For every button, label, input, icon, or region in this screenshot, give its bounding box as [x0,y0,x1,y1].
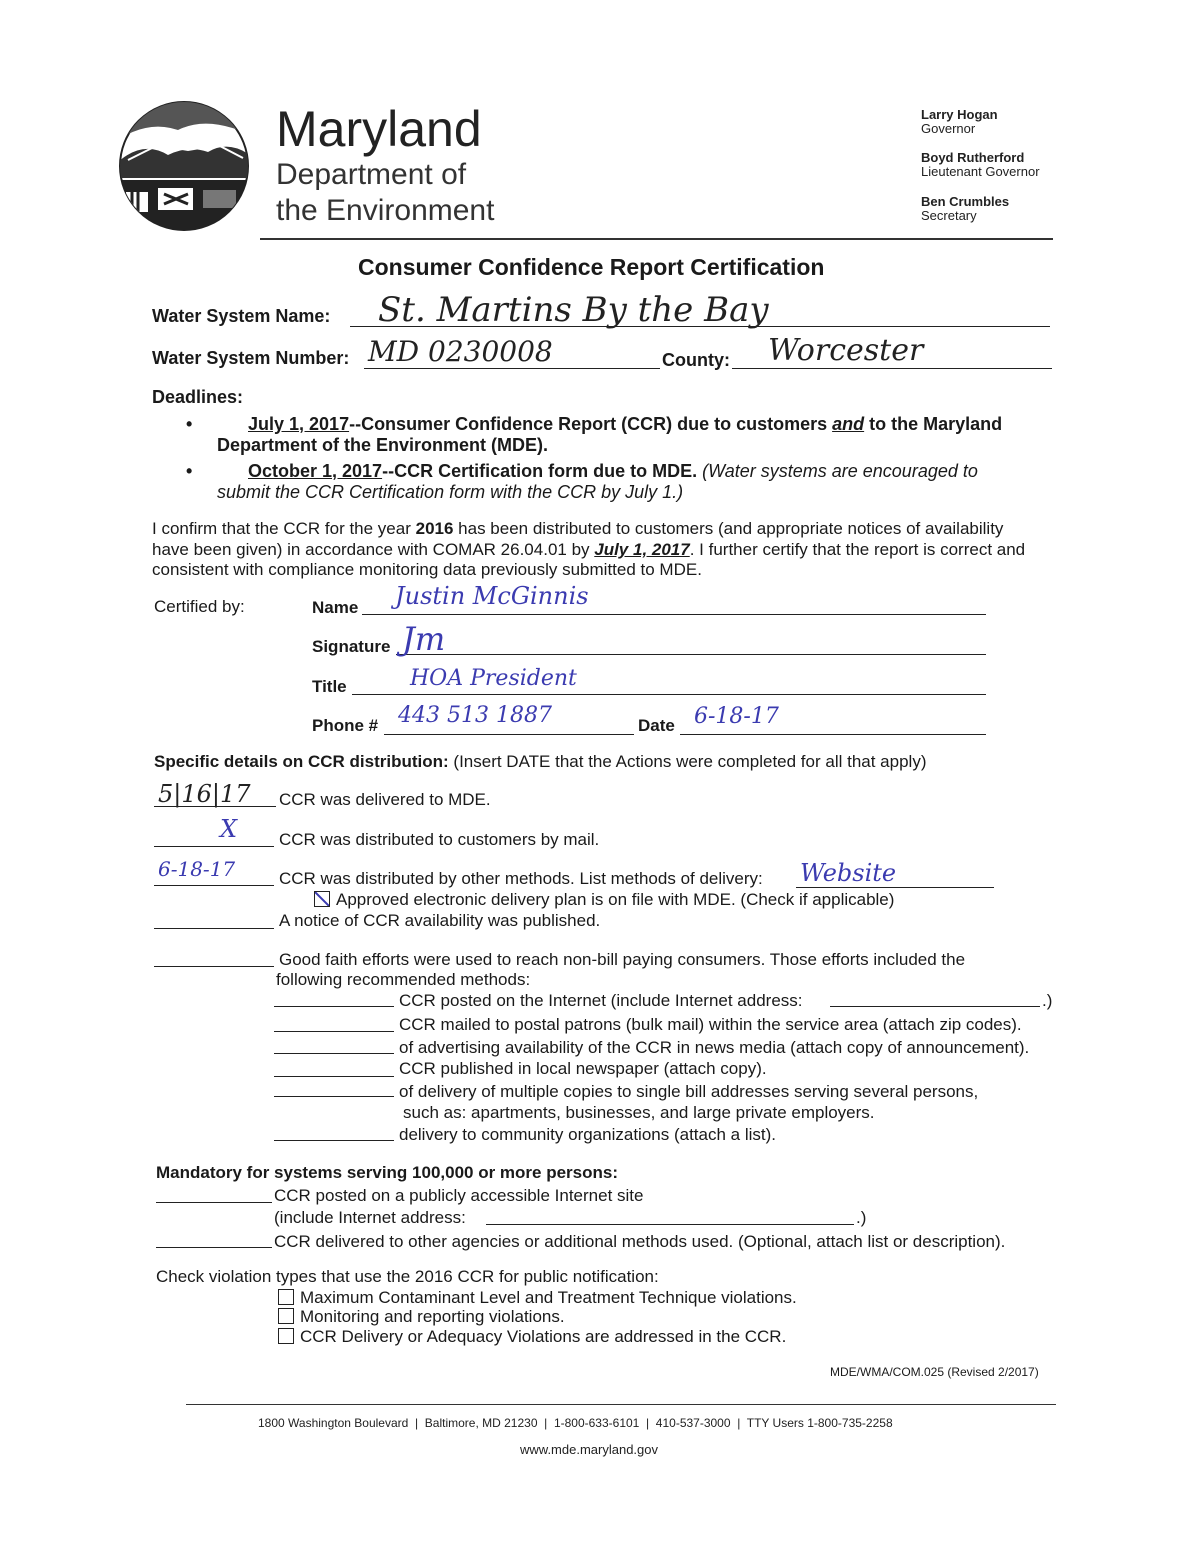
violation-item: CCR Delivery or Adequacy Violations are addressed in the CCR. [278,1327,786,1347]
method5: of delivery of multiple copies to single bill addresses serving several persons, [399,1082,979,1101]
official-governor: Larry Hogan Governor [921,107,998,136]
system-number-label: Water System Number: [152,348,350,368]
title-label: Title [312,677,347,696]
footer-website[interactable]: www.mde.maryland.gov [520,1442,658,1457]
form-title: Consumer Confidence Report Certification [358,254,825,280]
org-name: Maryland [276,101,482,157]
official-lt-governor: Boyd Rutherford Lieutenant Governor [921,150,1040,179]
row3-method-line [796,887,994,888]
mandatory-heading: Mandatory for systems serving 100,000 or more persons: [156,1163,619,1182]
method6-blank [274,1140,394,1141]
row3-sub: Approved electronic delivery plan is on file with MDE. (Check if applicable) [314,890,894,910]
date-line [680,734,986,735]
signature-value[interactable]: Jm [402,620,446,658]
method3: of advertising availability of the CCR in news media (attach copy of announcement). [399,1038,1030,1057]
county-line [732,368,1052,369]
violation-item: Maximum Contaminant Level and Treatment Technique violations. [278,1288,797,1308]
method3-blank [274,1053,394,1054]
method4-blank [274,1076,394,1077]
system-name-value[interactable]: St. Martins By the Bay [378,290,769,330]
org-subtitle-1: Department of [276,158,467,191]
signature-line [396,654,986,655]
row1-value[interactable]: 5|16|17 [158,780,251,808]
row3-text: CCR was distributed by other methods. List methods of delivery: [279,869,763,888]
deadlines-heading: Deadlines: [152,387,244,407]
row1-text: CCR was delivered to MDE. [279,790,491,809]
deadline-item-1: July 1, 2017--Consumer Confidence Report (CCR) due to customers and to the Maryland [248,414,1003,434]
row5-blank [154,966,274,967]
certified-by-label: Certified by: [154,597,245,616]
row3-value[interactable]: 6-18-17 [158,857,236,881]
row3-method[interactable]: Website [800,859,897,887]
system-name-label: Water System Name: [152,306,331,326]
violations-heading: Check violation types that use the 2016 CCR for public notification: [156,1267,659,1286]
county-value[interactable]: Worcester [768,333,924,368]
mandatory2: CCR delivered to other agencies or additional methods used. (Optional, attach list or description). [274,1232,1006,1251]
date-label: Date [638,716,675,735]
method2-blank [274,1031,394,1032]
bullet-2: • [186,461,193,481]
deadline-item-2: October 1, 2017--CCR Certification form due to MDE. (Water systems are encouraged to [248,461,978,481]
violation-checkbox[interactable] [278,1308,294,1324]
title-value[interactable]: HOA President [410,666,577,691]
mandatory1-close: .) [856,1208,867,1227]
violation-checkbox[interactable] [278,1328,294,1344]
violation-checkbox[interactable] [278,1289,294,1305]
mandatory1-line1: CCR posted on a publicly accessible Internet site [274,1186,644,1205]
row5-line1: Good faith efforts were used to reach non-bill paying consumers. Those efforts included the [279,950,966,969]
org-subtitle-2: the Environment [276,194,495,227]
method1-blank [274,1006,394,1007]
row4-blank [154,928,274,929]
electronic-plan-checkbox[interactable] [314,891,330,907]
footer-address: 1800 Washington Boulevard | Baltimore, MD 21230 | 1-800-633-6101 | 410-537-3000 | TTY Users 1-800-735-2258 [258,1416,893,1430]
mandatory1-blank [156,1202,272,1203]
confirm-line-3: consistent with compliance monitoring data previously submitted to MDE. [152,560,702,579]
distribution-heading: Specific details on CCR distribution: (Insert DATE that the Actions were completed for all that apply) [154,752,927,771]
confirm-line-2: have been given) in accordance with COMAR 26.04.01 by July 1, 2017. I further certify that the report is correct and [152,540,1026,559]
row3-blank [154,885,274,886]
deadline-item-1-line2: Department of the Environment (MDE). [217,435,549,455]
signature-label: Signature [312,637,391,656]
method2: CCR mailed to postal patrons (bulk mail) within the service area (attach zip codes). [399,1015,1022,1034]
method5-blank [274,1096,394,1097]
mandatory1-line2: (include Internet address: [274,1208,466,1227]
mandatory2-blank [156,1247,272,1248]
official-secretary: Ben Crumbles Secretary [921,194,1010,223]
name-line [362,614,986,615]
header-divider [260,238,1053,240]
mandatory1-url-blank [486,1224,854,1225]
row5-line2: following recommended methods: [276,970,531,989]
system-number-line [364,368,660,369]
method6: delivery to community organizations (attach a list). [399,1125,776,1144]
confirm-line-1: I confirm that the CCR for the year 2016 has been distributed to customers (and appropriate notices of availability [152,519,1004,538]
row4-text: A notice of CCR availability was published. [279,911,601,930]
system-number-value[interactable]: MD 0230008 [368,335,553,368]
method1-url-blank [830,1006,1040,1007]
row2-text: CCR was distributed to customers by mail. [279,830,600,849]
bullet-1: • [186,414,193,434]
method1-close: .) [1042,991,1053,1010]
title-line [352,694,986,695]
footer-divider [186,1404,1056,1405]
method5-line2: such as: apartments, businesses, and large private employers. [403,1103,875,1122]
name-value[interactable]: Justin McGinnis [395,582,589,610]
phone-value[interactable]: 443 513 1887 [398,703,552,728]
date-value[interactable]: 6-18-17 [694,704,779,729]
phone-label: Phone # [312,716,379,735]
method1: CCR posted on the Internet (include Internet address: [399,991,803,1010]
mde-logo [118,100,250,232]
violation-item: Monitoring and reporting violations. [278,1307,565,1327]
method4: CCR published in local newspaper (attach copy). [399,1059,767,1078]
row2-value[interactable]: X [220,815,238,843]
deadline-item-2-line2: submit the CCR Certification form with the CCR by July 1.) [217,482,684,502]
form-code: MDE/WMA/COM.025 (Revised 2/2017) [830,1365,1039,1379]
phone-line [384,734,634,735]
name-label: Name [312,598,359,617]
county-label: County: [662,350,730,370]
row2-blank [154,846,274,847]
